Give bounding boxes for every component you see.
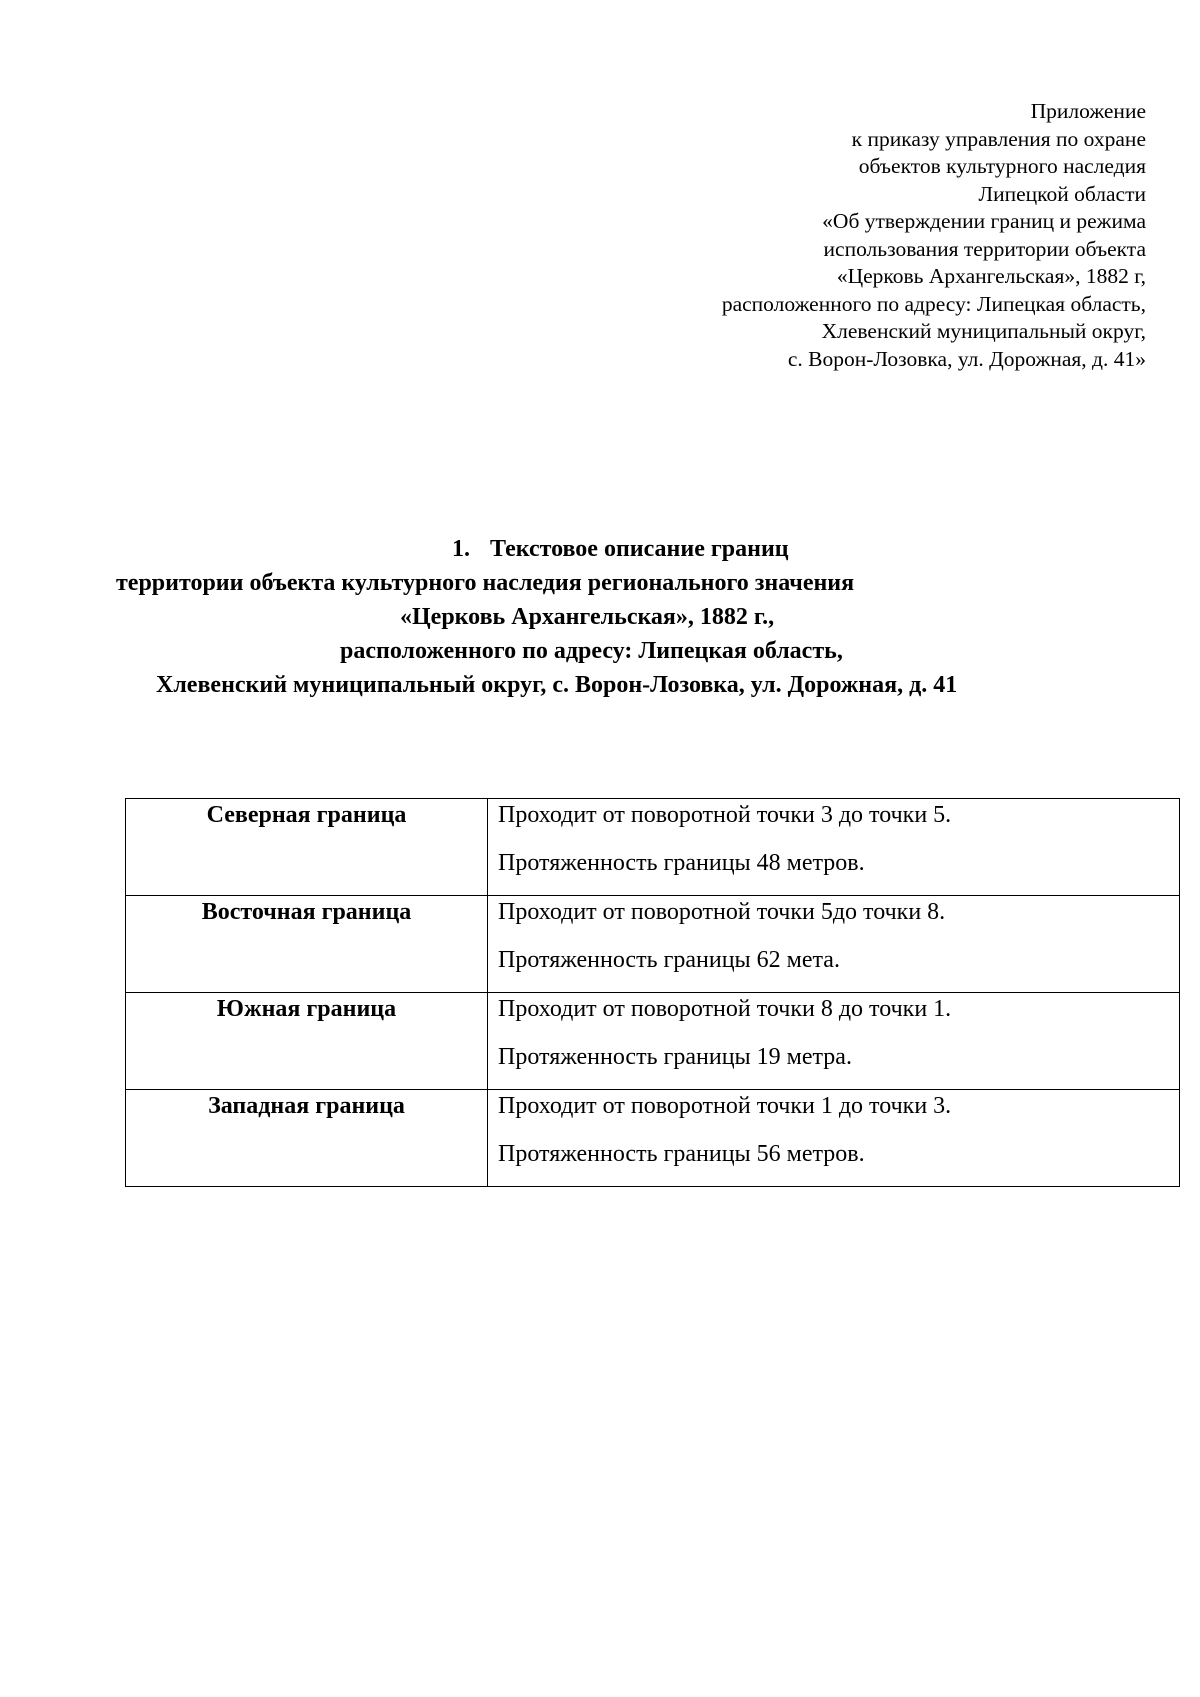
appendix-line: «Об утверждении границ и режима bbox=[822, 209, 1146, 233]
boundary-name-cell bbox=[126, 993, 488, 1090]
boundary-route: Проходит от поворотной точки 8 до точки 1. bbox=[498, 996, 952, 1022]
appendix-line: расположенного по адресу: Липецкая область, bbox=[721, 291, 1146, 316]
boundary-name: Западная граница bbox=[208, 1093, 405, 1119]
appendix-line: Липецкой области bbox=[978, 181, 1146, 206]
appendix-line: «Церковь Архангельская», 1882 г, bbox=[836, 264, 1146, 288]
boundary-length: Протяженность границы 19 метра. bbox=[498, 1044, 852, 1070]
section-heading bbox=[0, 532, 1110, 702]
table-row bbox=[126, 993, 1180, 1090]
appendix-line: с. Ворон-Лозовка, ул. Дорожная, д. 41» bbox=[787, 346, 1146, 371]
heading-line: Хлевенский муниципальный округ, с. Ворон-Лозовка, ул. Дорожная, д. 41 bbox=[156, 672, 958, 698]
boundary-name-cell bbox=[126, 799, 488, 896]
heading-line: расположенного по адресу: Липецкая область, bbox=[340, 638, 843, 664]
boundary-route: Проходит от поворотной точки 5до точки 8. bbox=[498, 899, 946, 925]
heading-line: территории объекта культурного наследия регионального значения bbox=[116, 570, 855, 596]
boundary-length: Протяженность границы 62 мета. bbox=[498, 947, 840, 973]
table-row bbox=[126, 896, 1180, 993]
boundary-length: Протяженность границы 48 метров. bbox=[498, 850, 865, 876]
heading-line: «Церковь Архангельская», 1882 г., bbox=[400, 604, 775, 630]
heading-title-line bbox=[0, 532, 1110, 566]
appendix-line: к приказу управления по охране bbox=[851, 126, 1146, 151]
boundary-description-cell bbox=[488, 799, 1180, 896]
appendix-line: объектов культурного наследия bbox=[858, 154, 1146, 178]
boundary-route: Проходит от поворотной точки 1 до точки 3. bbox=[498, 1093, 952, 1119]
boundary-length: Протяженность границы 56 метров. bbox=[498, 1141, 865, 1167]
boundary-description-cell bbox=[488, 1090, 1180, 1187]
boundary-description-cell bbox=[488, 993, 1180, 1090]
appendix-line: Приложение bbox=[1030, 99, 1146, 123]
table-row bbox=[126, 1090, 1180, 1187]
appendix-line: использования территории объекта bbox=[823, 236, 1146, 261]
boundary-name: Северная граница bbox=[206, 802, 407, 828]
boundary-name: Южная граница bbox=[216, 996, 397, 1022]
appendix-header bbox=[722, 98, 1146, 373]
boundary-name-cell bbox=[126, 1090, 488, 1187]
boundaries-table bbox=[125, 798, 1180, 1187]
heading-title: Текстовое описание границ bbox=[490, 536, 789, 562]
boundary-description-cell bbox=[488, 896, 1180, 993]
heading-number: 1. bbox=[452, 536, 470, 562]
appendix-line: Хлевенский муниципальный округ, bbox=[821, 319, 1146, 343]
boundary-route: Проходит от поворотной точки 3 до точки 5. bbox=[498, 802, 952, 828]
boundary-name-cell bbox=[126, 896, 488, 993]
table-row bbox=[126, 799, 1180, 896]
boundary-name: Восточная граница bbox=[201, 899, 412, 925]
